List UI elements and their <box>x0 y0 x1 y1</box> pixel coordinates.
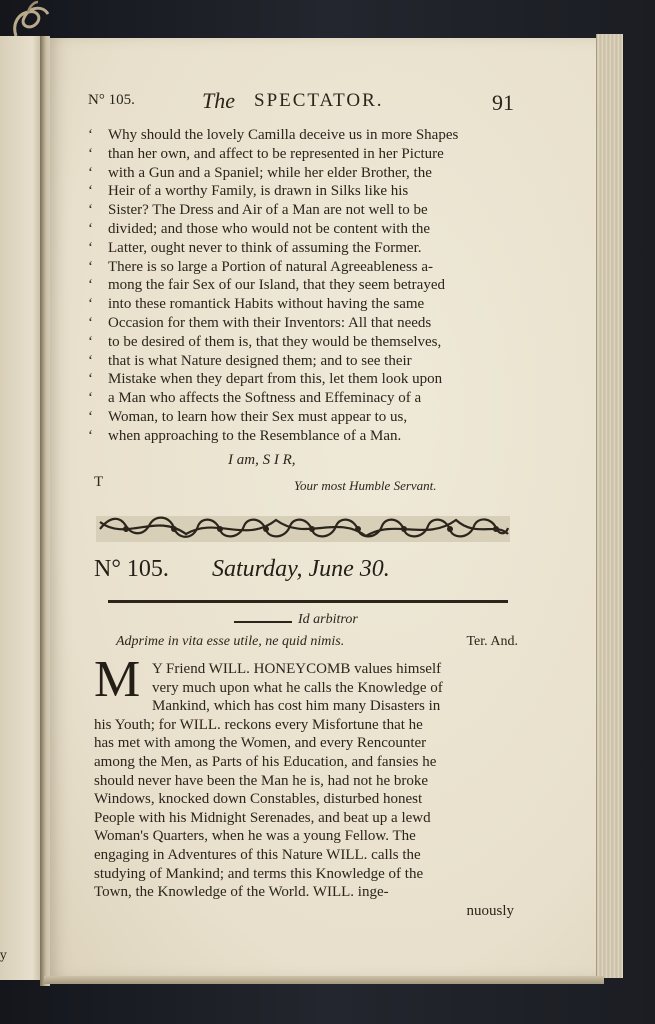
essay-line: People with his Midnight Serenades, and beat up a lewd <box>94 809 431 826</box>
drop-cap: M <box>94 651 141 708</box>
quote-mark: ‘ <box>88 296 93 313</box>
letter-closing <box>88 452 514 502</box>
letter-line <box>88 276 518 295</box>
letter-line <box>88 126 518 145</box>
issue-number: N° 105. <box>94 556 169 582</box>
header-the: The <box>202 88 235 113</box>
essay-line: Y Friend WILL. HONEYCOMB values himself <box>152 661 442 677</box>
quote-mark: ‘ <box>88 239 93 256</box>
page-bottom-edge <box>44 976 604 984</box>
essay-line: Windows, knocked down Constables, disturbed honest <box>94 791 423 808</box>
letter-body <box>88 126 518 446</box>
letter-line <box>88 239 518 258</box>
quote-mark: ‘ <box>88 258 93 275</box>
motto <box>108 612 518 656</box>
letter-line <box>88 182 518 201</box>
essay-line: studying of Mankind; and terms this Knowledge of the <box>94 865 424 882</box>
quote-mark: ‘ <box>88 127 93 143</box>
essay-line: very much upon what he calls the Knowledge of <box>152 679 443 696</box>
letter-line-text: Occasion for them with their Inventors: All that needs <box>108 314 432 331</box>
closing-signature: Your most Humble Servant. <box>294 478 437 493</box>
essay-line: has met with among the Women, and every Rencounter <box>94 735 427 752</box>
letter-line <box>88 314 518 333</box>
quote-mark: ‘ <box>88 427 93 444</box>
issue-date: Saturday, June 30. <box>212 556 390 582</box>
letter-line-text: Why should the lovely Camilla deceive us in more Shapes <box>108 127 459 143</box>
quote-mark: ‘ <box>88 408 93 425</box>
book-gutter <box>40 36 50 986</box>
letter-line-text: There is so large a Portion of natural Agreeableness a- <box>108 258 434 275</box>
essay-line: among the Men, as Parts of his Education, and fansies he <box>94 753 437 770</box>
essay-line: Town, the Knowledge of the World. WILL. inge- <box>94 884 389 901</box>
quote-mark: ‘ <box>88 390 93 407</box>
letter-line-text: mong the fair Sex of our Island, that they seem betrayed <box>108 277 445 294</box>
letter-line <box>88 333 518 352</box>
bookmark-ribbon-knot <box>8 0 52 38</box>
quote-mark: ‘ <box>88 277 93 294</box>
essay-line: his Youth; for WILL. reckons every Misfortune that he <box>94 716 423 733</box>
letter-line-text: Latter, ought never to think of assuming the Former. <box>108 239 422 256</box>
letter-line <box>88 389 518 408</box>
page-fore-edge <box>596 34 623 978</box>
letter-line <box>88 408 518 427</box>
letter-line-text: a Man who affects the Softness and Effeminacy of a <box>108 390 422 407</box>
essay-line: nuously <box>466 902 514 919</box>
issue-heading <box>94 556 514 592</box>
quote-mark: ‘ <box>88 164 93 181</box>
letter-line <box>88 201 518 220</box>
page-number: 91 <box>492 90 514 115</box>
letter-line <box>88 258 518 277</box>
quote-mark: ‘ <box>88 371 93 388</box>
letter-line <box>88 352 518 371</box>
author-initial: T <box>94 474 104 490</box>
letter-line-text: divided; and those who would not be content with the <box>108 220 431 237</box>
letter-line-text: when approaching to the Resemblance of a Man. <box>108 427 402 444</box>
quote-mark: ‘ <box>88 352 93 369</box>
quote-mark: ‘ <box>88 183 93 200</box>
essay-body <box>94 651 518 920</box>
letter-line-text: Mistake when they depart from this, let them look upon <box>108 371 443 388</box>
letter-line <box>88 427 518 446</box>
letter-line-text: to be desired of them is, that they would be themselves, <box>108 333 442 350</box>
motto-line-2: Adprime in vita esse utile, ne quid nimis. <box>116 634 345 649</box>
quote-mark: ‘ <box>88 314 93 331</box>
essay-line: Woman's Quarters, when he was a young Fellow. The <box>94 828 416 845</box>
running-header <box>88 88 514 120</box>
letter-line <box>88 220 518 239</box>
letter-line-text: with a Gun and a Spaniel; while her elder Brother, the <box>108 164 432 181</box>
motto-line-1: Id arbitror <box>298 612 358 627</box>
letter-line <box>88 164 518 183</box>
letter-line <box>88 370 518 389</box>
letter-line-text: into these romantick Habits without having the same <box>108 296 425 313</box>
motto-source: Ter. And. <box>466 634 518 649</box>
essay-line: should never have been the Man he is, had not he broke <box>94 772 429 789</box>
quote-mark: ‘ <box>88 145 93 162</box>
letter-line-text: Sister? The Dress and Air of a Man are not well to be <box>108 202 428 219</box>
letter-line <box>88 295 518 314</box>
letter-line <box>88 145 518 164</box>
quote-mark: ‘ <box>88 202 93 219</box>
letter-line-text: than her own, and affect to be represented in her Picture <box>108 145 444 162</box>
closing-salutation: I am, S I R, <box>228 452 296 468</box>
letter-line-text: that is what Nature designed them; and to see their <box>108 352 412 369</box>
letter-line-text: Heir of a worthy Family, is drawn in Silks like his <box>108 183 409 200</box>
left-page-fragment: y <box>0 948 7 962</box>
quote-mark: ‘ <box>88 220 93 237</box>
essay-line: Mankind, which has cost him many Disasters in <box>152 698 441 715</box>
essay-line: engaging in Adventures of this Nature WILL. calls the <box>94 846 421 863</box>
header-title: SPECTATOR. <box>254 90 384 111</box>
heading-rule <box>108 600 508 603</box>
quote-mark: ‘ <box>88 333 93 350</box>
ornamental-divider <box>96 512 510 546</box>
letter-line-text: Woman, to learn how their Sex must appear to us, <box>108 408 408 425</box>
header-issue-number: N° 105. <box>88 92 135 108</box>
